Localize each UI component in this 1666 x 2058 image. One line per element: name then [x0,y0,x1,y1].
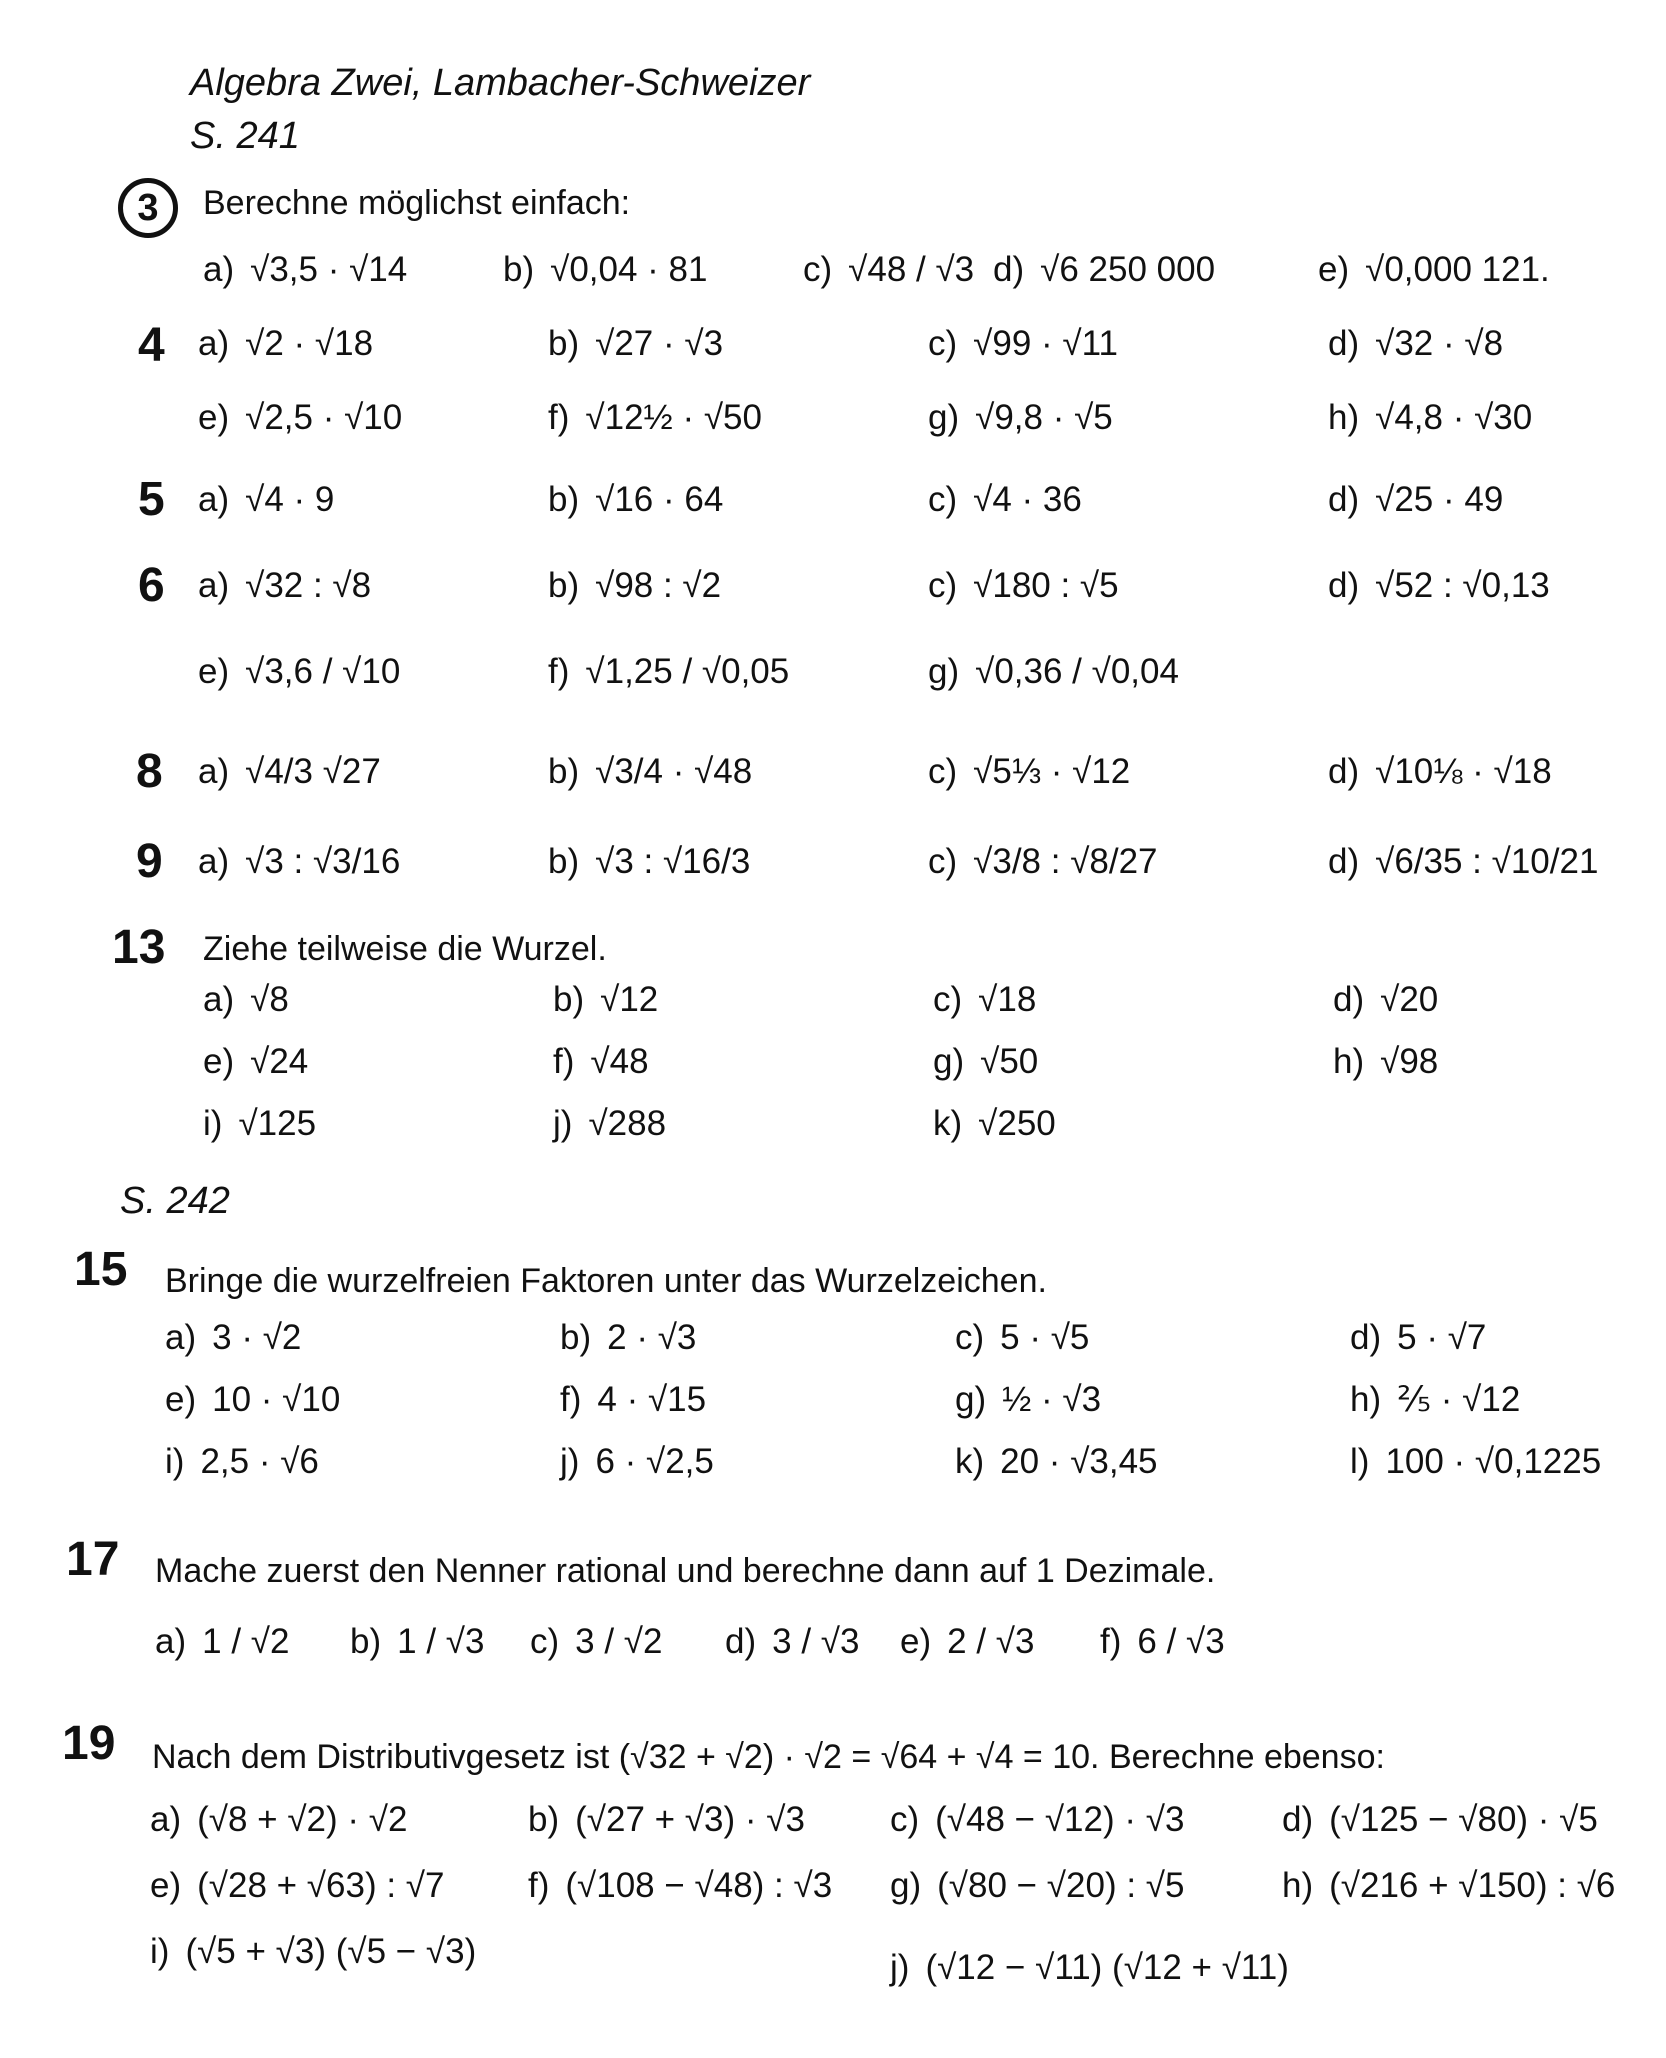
item-label: g) [928,398,960,437]
item-expression: 2,5 · √6 [200,1442,319,1481]
item-label: b) [548,842,580,881]
item-label: c) [928,324,958,363]
exercise-15-instruction: Bringe die wurzelfreien Faktoren unter das Wurzelzeichen. [165,1262,1047,1300]
item-label: a) [198,566,230,605]
page-reference-241: S. 241 [190,115,300,157]
item-expression: √12½ · √50 [585,398,762,437]
item-expression: √5⅓ · √12 [973,752,1131,791]
exercise-15-item-a [165,1318,301,1358]
item-label: i) [203,1104,223,1143]
exercise-15-item-f [560,1380,706,1420]
item-expression: 3 / √3 [772,1622,860,1661]
page-reference-242: S. 242 [120,1180,230,1222]
exercise-19-item-f [528,1866,832,1906]
exercise-15-item-e [165,1380,340,1420]
item-label: d) [1328,842,1360,881]
item-expression: 2 · √3 [607,1318,697,1357]
exercise-15-item-l [1350,1442,1601,1482]
item-expression: √25 · 49 [1375,480,1504,519]
item-expression: √125 [238,1104,317,1143]
item-expression: 3 / √2 [575,1622,663,1661]
item-expression: √4/3 √27 [245,752,381,791]
item-label: h) [1350,1380,1382,1419]
item-expression: √2 · √18 [245,324,374,363]
exercise-3-item-b [503,250,708,290]
exercise-4-item-b [548,324,723,364]
item-label: d) [1328,480,1360,519]
item-expression: √32 : √8 [245,566,372,605]
item-expression: √8 [250,980,289,1019]
item-expression: (√125 − √80) · √5 [1329,1800,1598,1839]
exercise-17-item-a [155,1622,289,1662]
item-label: d) [725,1622,757,1661]
exercise-4-item-a [198,324,373,364]
item-label: g) [890,1866,922,1905]
exercise-5-item-c [928,480,1082,520]
item-label: e) [900,1622,932,1661]
exercise-number-17: 17 [66,1533,120,1586]
exercise-19-item-j [890,1948,1289,1988]
exercise-13-item-e [203,1042,308,1082]
exercise-8-item-c [928,752,1130,792]
item-expression: 2 / √3 [947,1622,1035,1661]
item-expression: √6 250 000 [1040,250,1216,289]
item-expression: √16 · 64 [595,480,724,519]
exercise-19-item-i [150,1932,476,1972]
exercise-6-item-e [198,652,400,692]
exercise-number-19: 19 [62,1717,116,1770]
item-expression: 5 · √5 [1000,1318,1090,1357]
item-expression: √288 [588,1104,667,1143]
exercise-19-item-e [150,1866,444,1906]
item-label: d) [1350,1318,1382,1357]
item-expression: √3,6 / √10 [245,652,401,691]
item-expression: (√48 − √12) · √3 [935,1800,1185,1839]
item-label: c) [928,752,958,791]
item-label: f) [528,1866,550,1905]
item-label: a) [203,250,235,289]
item-expression: √50 [980,1042,1039,1081]
item-label: b) [548,752,580,791]
exercise-17-item-b [350,1622,484,1662]
item-expression: √3/4 · √48 [595,752,753,791]
exercise-13-item-i [203,1104,316,1144]
item-expression: √0,36 / √0,04 [975,652,1179,691]
exercise-number-6: 6 [138,559,165,612]
item-label: b) [560,1318,592,1357]
exercise-5-item-a [198,480,334,520]
item-expression: √20 [1380,980,1439,1019]
item-label: e) [198,652,230,691]
exercise-4-item-e [198,398,402,438]
item-expression: 1 / √2 [202,1622,290,1661]
item-expression: 20 · √3,45 [1000,1442,1158,1481]
item-expression: √52 : √0,13 [1375,566,1550,605]
item-label: c) [928,566,958,605]
exercise-17-item-c [530,1622,662,1662]
exercise-4-item-d [1328,324,1503,364]
exercise-15-item-d [1350,1318,1486,1358]
exercise-number-15: 15 [74,1243,128,1296]
item-label: e) [1318,250,1350,289]
item-label: d) [1333,980,1365,1019]
item-expression: √48 [590,1042,649,1081]
item-label: l) [1350,1442,1370,1481]
exercise-6-item-a [198,566,371,606]
exercise-13-item-a [203,980,289,1020]
item-expression: √180 : √5 [973,566,1119,605]
item-expression: (√80 − √20) : √5 [937,1866,1185,1905]
item-expression: √0,000 121. [1365,250,1550,289]
item-expression: 5 · √7 [1397,1318,1487,1357]
item-expression: √3,5 · √14 [250,250,408,289]
item-expression: ⅖ · √12 [1397,1380,1521,1419]
item-label: a) [150,1800,182,1839]
exercise-4-item-f [548,398,762,438]
item-label: g) [955,1380,987,1419]
exercise-17-instruction: Mache zuerst den Nenner rational und berechne dann auf 1 Dezimale. [155,1552,1216,1590]
exercise-6-item-b [548,566,721,606]
item-expression: √98 [1380,1042,1439,1081]
item-expression: (√216 + √150) : √6 [1329,1866,1616,1905]
exercise-17-item-f [1100,1622,1225,1662]
item-expression: 6 / √3 [1137,1622,1225,1661]
item-label: a) [165,1318,197,1357]
exercise-number-4: 4 [138,319,165,372]
book-title: Algebra Zwei, Lambacher-Schweizer [190,62,811,104]
exercise-9-item-c [928,842,1158,882]
item-label: b) [528,1800,560,1839]
item-expression: √0,04 · 81 [550,250,708,289]
exercise-8-item-b [548,752,752,792]
exercise-8-item-d [1328,752,1552,792]
exercise-19-instruction: Nach dem Distributivgesetz ist (√32 + √2) · √2 = √64 + √4 = 10. Berechne ebenso: [152,1738,1385,1776]
item-label: d) [1328,752,1360,791]
exercise-13-item-f [553,1042,649,1082]
item-label: e) [198,398,230,437]
item-expression: 4 · √15 [597,1380,707,1419]
item-label: d) [993,250,1025,289]
exercise-13-instruction: Ziehe teilweise die Wurzel. [203,930,607,968]
exercise-8-item-a [198,752,381,792]
item-label: k) [955,1442,985,1481]
exercise-15-item-b [560,1318,696,1358]
exercise-number-13: 13 [112,921,166,974]
item-expression: √99 · √11 [973,324,1118,363]
exercise-15-item-h [1350,1380,1520,1420]
item-label: f) [548,652,570,691]
item-expression: (√27 + √3) · √3 [575,1800,805,1839]
exercise-19-item-d [1282,1800,1598,1840]
exercise-13-item-g [933,1042,1038,1082]
exercise-19-item-g [890,1866,1184,1906]
item-label: a) [203,980,235,1019]
item-label: d) [1282,1800,1314,1839]
exercise-17-item-d [725,1622,859,1662]
exercise-13-item-j [553,1104,666,1144]
item-expression: ½ · √3 [1002,1380,1102,1419]
exercise-number-3: 3 [118,178,178,238]
item-label: a) [198,480,230,519]
item-expression: √3/8 : √8/27 [973,842,1158,881]
exercise-5-item-b [548,480,723,520]
item-expression: 10 · √10 [212,1380,341,1419]
item-label: c) [928,480,958,519]
item-label: a) [198,324,230,363]
item-expression: √4 · 9 [245,480,335,519]
item-label: k) [933,1104,963,1143]
item-label: g) [933,1042,965,1081]
exercise-13-item-k [933,1104,1056,1144]
item-expression: 6 · √2,5 [595,1442,714,1481]
item-expression: √6/35 : √10/21 [1375,842,1599,881]
item-expression: √4,8 · √30 [1375,398,1533,437]
item-label: b) [548,566,580,605]
item-expression: √12 [600,980,659,1019]
item-expression: √4 · 36 [973,480,1082,519]
item-label: f) [553,1042,575,1081]
item-label: b) [350,1622,382,1661]
exercise-19-item-h [1282,1866,1615,1906]
exercise-15-item-i [165,1442,319,1482]
item-label: e) [165,1380,197,1419]
item-label: d) [1328,324,1360,363]
item-label: c) [928,842,958,881]
exercise-4-item-h [1328,398,1532,438]
item-expression: 1 / √3 [397,1622,485,1661]
exercise-6-item-f [548,652,789,692]
item-label: b) [553,980,585,1019]
exercise-5-item-d [1328,480,1503,520]
exercise-6-item-d [1328,566,1550,606]
exercise-9-item-b [548,842,750,882]
item-label: b) [503,250,535,289]
item-label: h) [1333,1042,1365,1081]
exercise-4-item-g [928,398,1113,438]
exercise-number-9: 9 [136,835,163,888]
exercise-number-5: 5 [138,473,165,526]
exercise-15-item-j [560,1442,714,1482]
exercise-3-item-d [993,250,1215,290]
item-label: c) [530,1622,560,1661]
exercise-4-item-c [928,324,1118,364]
item-label: a) [155,1622,187,1661]
item-label: j) [560,1442,580,1481]
item-label: e) [203,1042,235,1081]
exercise-3-item-c [803,250,974,290]
item-expression: √3 : √16/3 [595,842,751,881]
exercise-13-item-h [1333,1042,1438,1082]
exercise-15-item-g [955,1380,1101,1420]
exercise-13-item-c [933,980,1036,1020]
exercise-19-item-a [150,1800,407,1840]
exercise-3-instruction: Berechne möglichst einfach: [203,184,631,222]
item-expression: √2,5 · √10 [245,398,403,437]
item-label: e) [150,1866,182,1905]
item-expression: √32 · √8 [1375,324,1504,363]
item-expression: 100 · √0,1225 [1385,1442,1602,1481]
item-label: i) [150,1932,170,1971]
item-expression: √3 : √3/16 [245,842,401,881]
item-expression: √27 · √3 [595,324,724,363]
exercise-6-item-g [928,652,1179,692]
item-expression: √98 : √2 [595,566,722,605]
item-label: d) [1328,566,1360,605]
item-expression: (√28 + √63) : √7 [197,1866,445,1905]
item-label: h) [1282,1866,1314,1905]
item-expression: √10⅛ · √18 [1375,752,1552,791]
item-label: j) [890,1948,910,1987]
exercise-19-item-c [890,1800,1184,1840]
item-label: h) [1328,398,1360,437]
exercise-number-8: 8 [136,745,163,798]
item-expression: (√108 − √48) : √3 [565,1866,833,1905]
exercise-9-item-a [198,842,400,882]
item-expression: (√12 − √11) (√12 + √11) [925,1948,1289,1987]
item-label: j) [553,1104,573,1143]
exercise-3-item-a [203,250,407,290]
exercise-6-item-c [928,566,1119,606]
item-expression: (√8 + √2) · √2 [197,1800,408,1839]
exercise-3-item-e [1318,250,1550,290]
exercise-13-item-b [553,980,658,1020]
exercise-15-item-k [955,1442,1158,1482]
exercise-19-item-b [528,1800,805,1840]
item-label: f) [1100,1622,1122,1661]
item-label: f) [560,1380,582,1419]
item-label: c) [933,980,963,1019]
item-label: f) [548,398,570,437]
item-expression: (√5 + √3) (√5 − √3) [185,1932,477,1971]
exercise-17-item-e [900,1622,1034,1662]
item-expression: √24 [250,1042,309,1081]
item-label: a) [198,752,230,791]
exercise-15-item-c [955,1318,1089,1358]
item-expression: √18 [978,980,1037,1019]
item-label: a) [198,842,230,881]
item-label: c) [955,1318,985,1357]
item-label: b) [548,480,580,519]
item-expression: √250 [978,1104,1056,1143]
item-label: c) [890,1800,920,1839]
item-label: g) [928,652,960,691]
item-label: b) [548,324,580,363]
item-label: i) [165,1442,185,1481]
item-label: c) [803,250,833,289]
exercise-9-item-d [1328,842,1598,882]
item-expression: √9,8 · √5 [975,398,1113,437]
item-expression: √48 / √3 [848,250,975,289]
item-expression: √1,25 / √0,05 [585,652,790,691]
item-expression: 3 · √2 [212,1318,302,1357]
exercise-13-item-d [1333,980,1438,1020]
